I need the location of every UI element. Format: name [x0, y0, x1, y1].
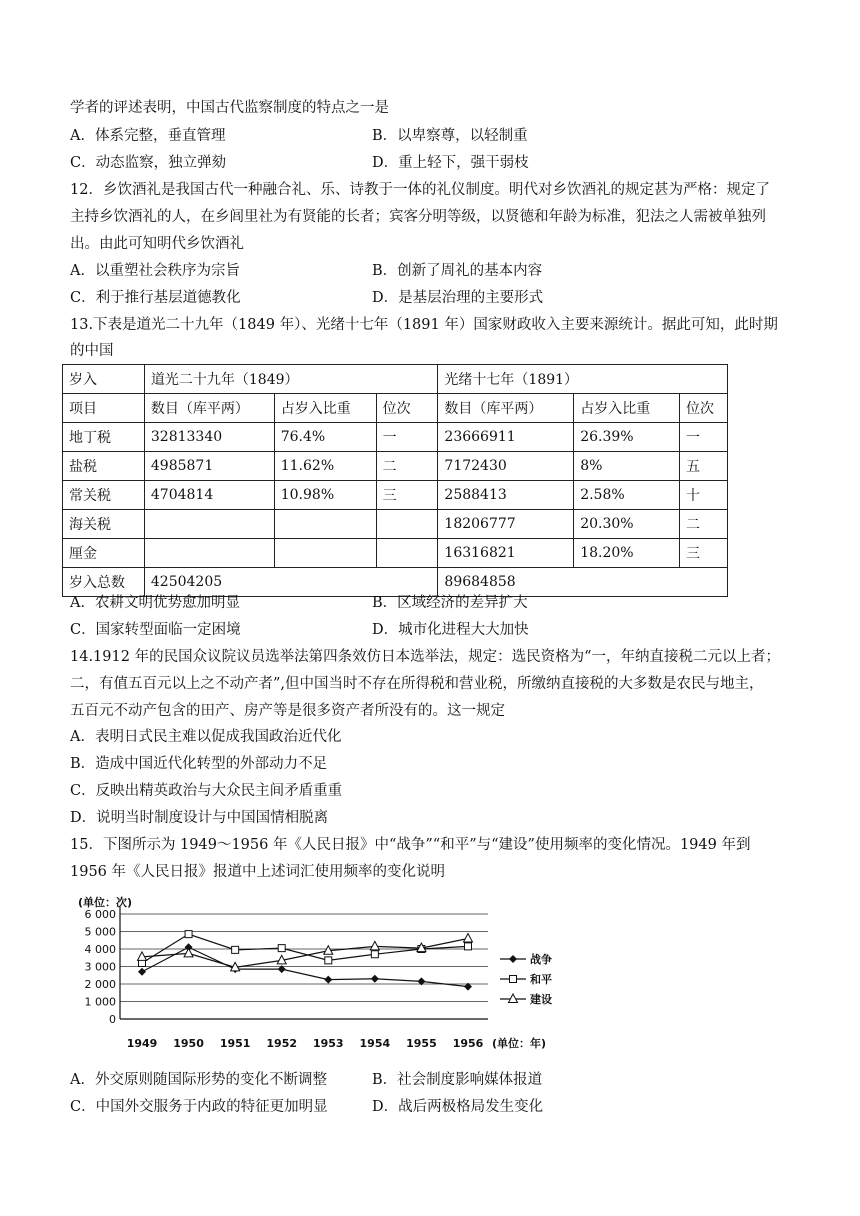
table-row	[63, 510, 728, 539]
q15-option-a[interactable]: A．外交原则随国际形势的变化不断调整	[70, 1072, 327, 1088]
data-point-square	[325, 957, 332, 964]
q14-option-c[interactable]: C．反映出精英政治与大众民主间矛盾重重	[70, 783, 343, 799]
cell: 23666911	[438, 423, 574, 452]
total-label: 岁入总数	[63, 568, 145, 597]
table-row	[63, 539, 728, 568]
revenue-table	[62, 364, 728, 597]
cell: 7172430	[438, 452, 574, 481]
table-subheader: 数目（库平两）	[438, 394, 574, 423]
cell: 二	[376, 452, 438, 481]
row-item: 盐税	[63, 452, 145, 481]
x-tick-label: 1950	[173, 1037, 204, 1050]
cell: 76.4%	[274, 423, 376, 452]
legend-marker-triangle	[509, 994, 518, 1003]
cell: 2.58%	[574, 481, 680, 510]
q13-option-d[interactable]: D．城市化进程大大加快	[372, 622, 529, 638]
table-header-1891: 光绪十七年（1891）	[438, 365, 728, 394]
cell: 18.20%	[574, 539, 680, 568]
table-row	[63, 452, 728, 481]
x-tick-label: 1951	[219, 1037, 251, 1050]
q12-option-d[interactable]: D．是基层治理的主要形式	[372, 290, 544, 306]
data-point-triangle	[184, 948, 193, 957]
cell: 4704814	[144, 481, 274, 510]
table-subheader: 位次	[680, 394, 728, 423]
cell	[144, 539, 274, 568]
cell: 18206777	[438, 510, 574, 539]
q12-option-c[interactable]: C．利于推行基层道德教化	[70, 290, 241, 306]
q15-option-d[interactable]: D．战后两极格局发生变化	[372, 1099, 544, 1115]
data-point-square	[232, 946, 239, 953]
total-1849: 42504205	[144, 568, 438, 597]
cell: 8%	[574, 452, 680, 481]
q11-stem-tail: 学者的评述表明，中国古代监察制度的特点之一是	[70, 100, 389, 116]
q11-option-b[interactable]: B．以卑察尊，以轻制重	[372, 128, 528, 144]
cell: 10.98%	[274, 481, 376, 510]
y-tick-label: 4 000	[84, 943, 116, 956]
q12-stem-line-2: 主持乡饮酒礼的人，在乡闾里社为有贤能的长者；宾客分明等级，以贤德和年龄为标准，犯法之人需被单独列	[70, 209, 766, 225]
y-axis-label: (单位：次)	[78, 896, 133, 909]
q13-stem-line-1: 13.下表是道光二十九年（1849 年）、光绪十七年（1891 年）国家财政收入主要来源统计。据此可知，此时期	[70, 317, 778, 333]
data-point-triangle	[464, 934, 473, 943]
y-tick-label: 1 000	[84, 995, 116, 1009]
cell: 三	[376, 481, 438, 510]
cell: 三	[680, 539, 728, 568]
table-row	[63, 423, 728, 452]
table-subheader: 占岁入比重	[574, 394, 680, 423]
cell: 2588413	[438, 481, 574, 510]
q13-stem-line-2: 的中国	[70, 343, 114, 359]
data-point-square	[185, 931, 192, 938]
cell: 20.30%	[574, 510, 680, 539]
q11-option-a[interactable]: A．体系完整，垂直管理	[70, 128, 226, 144]
data-point-square	[371, 951, 378, 958]
y-tick-label: 3 000	[84, 960, 116, 974]
q15-option-b[interactable]: B．社会制度影响媒体报道	[372, 1072, 543, 1088]
total-1891: 89684858	[438, 568, 728, 597]
q12-option-b[interactable]: B．创新了周礼的基本内容	[372, 263, 543, 279]
cell: 26.39%	[574, 423, 680, 452]
table-subheader: 位次	[376, 394, 438, 423]
x-tick-label: 1949	[126, 1037, 158, 1050]
q15-stem-line-1: 15．下图所示为 1949～1956 年《人民日报》中“战争”“和平”与“建设”使用频率的变化情况。1949 年到	[70, 837, 751, 853]
y-tick-label: 6 000	[84, 908, 116, 921]
cell: 十	[680, 481, 728, 510]
data-point-square	[278, 945, 285, 952]
cell: 二	[680, 510, 728, 539]
cell: 16316821	[438, 539, 574, 568]
q13-option-b[interactable]: B．区域经济的差异扩大	[372, 595, 528, 611]
row-item: 海关税	[63, 510, 145, 539]
q15-stem-line-2: 1956 年《人民日报》报道中上述词汇使用频率的变化说明	[70, 864, 446, 880]
table-row	[63, 481, 728, 510]
cell: 一	[376, 423, 438, 452]
q15-option-c[interactable]: C．中国外交服务于内政的特征更加明显	[70, 1099, 328, 1115]
cell	[144, 510, 274, 539]
x-tick-label: 1952	[266, 1037, 298, 1050]
word-frequency-chart	[60, 892, 560, 1062]
y-tick-label: 5 000	[84, 925, 116, 939]
table-subheader: 数目（库平两）	[144, 394, 274, 423]
legend-label: 战争	[530, 953, 552, 966]
q12-stem-line-1: 12．乡饮酒礼是我国古代一种融合礼、乐、诗教于一体的礼仪制度。明代对乡饮酒礼的规定甚为严格：规定了	[70, 182, 770, 198]
q14-stem-line-2: 二，有值五百元以上之不动产者”,但中国当时不存在所得税和营业税，所缴纳直接税的大多数是农民与地主，	[70, 676, 764, 692]
q11-option-d[interactable]: D．重上轻下，强干弱枝	[372, 155, 529, 171]
q14-option-b[interactable]: B．造成中国近代化转型的外部动力不足	[70, 756, 328, 772]
legend-label: 和平	[530, 973, 552, 986]
q14-stem-line-1: 14.1912 年的民国众议院议员选举法第四条效仿日本选举法，规定：选民资格为“一，年纳直接税二元以上者；	[70, 649, 780, 665]
cell: 32813340	[144, 423, 274, 452]
legend-marker-square	[510, 976, 517, 983]
cell	[376, 539, 438, 568]
cell: 五	[680, 452, 728, 481]
data-point-diamond	[324, 976, 332, 984]
data-point-triangle	[370, 941, 379, 950]
q12-option-a[interactable]: A．以重塑社会秩序为宗旨	[70, 263, 240, 279]
q13-option-c[interactable]: C．国家转型面临一定困境	[70, 622, 241, 638]
cell	[274, 510, 376, 539]
legend-label: 建设	[530, 993, 552, 1006]
x-tick-label: 1953	[312, 1037, 344, 1050]
y-tick-label: 0	[109, 1013, 116, 1026]
cell: 一	[680, 423, 728, 452]
table-corner-bottom: 项目	[63, 394, 145, 423]
q13-option-a[interactable]: A．农耕文明优势愈加明显	[70, 595, 240, 611]
data-point-diamond	[371, 975, 379, 983]
cell: 4985871	[144, 452, 274, 481]
x-tick-label: 1956	[452, 1037, 484, 1050]
q14-option-d[interactable]: D．说明当时制度设计与中国国情相脱离	[70, 810, 329, 826]
data-point-square	[465, 943, 472, 950]
row-item: 常关税	[63, 481, 145, 510]
table-subheader: 占岁入比重	[274, 394, 376, 423]
x-axis-label: (单位：年)	[492, 1037, 547, 1050]
q14-stem-line-3: 五百元不动产包含的田产、房产等是很多资产者所没有的。这一规定	[70, 703, 505, 719]
q14-option-a[interactable]: A．表明日式民主难以促成我国政治近代化	[70, 729, 342, 745]
legend-marker-diamond	[509, 955, 517, 963]
y-tick-label: 2 000	[84, 978, 116, 991]
table-header-1849: 道光二十九年（1849）	[144, 365, 438, 394]
data-point-diamond	[138, 968, 146, 976]
x-tick-label: 1955	[406, 1037, 437, 1050]
row-item: 厘金	[63, 539, 145, 568]
cell: 11.62%	[274, 452, 376, 481]
q12-stem-line-3: 出。由此可知明代乡饮酒礼	[70, 236, 244, 252]
cell	[376, 510, 438, 539]
row-item: 地丁税	[63, 423, 145, 452]
cell	[274, 539, 376, 568]
table-corner-top: 岁入	[63, 365, 145, 394]
q11-option-c[interactable]: C．动态监察，独立弹劾	[70, 155, 227, 171]
x-tick-label: 1954	[359, 1037, 391, 1050]
